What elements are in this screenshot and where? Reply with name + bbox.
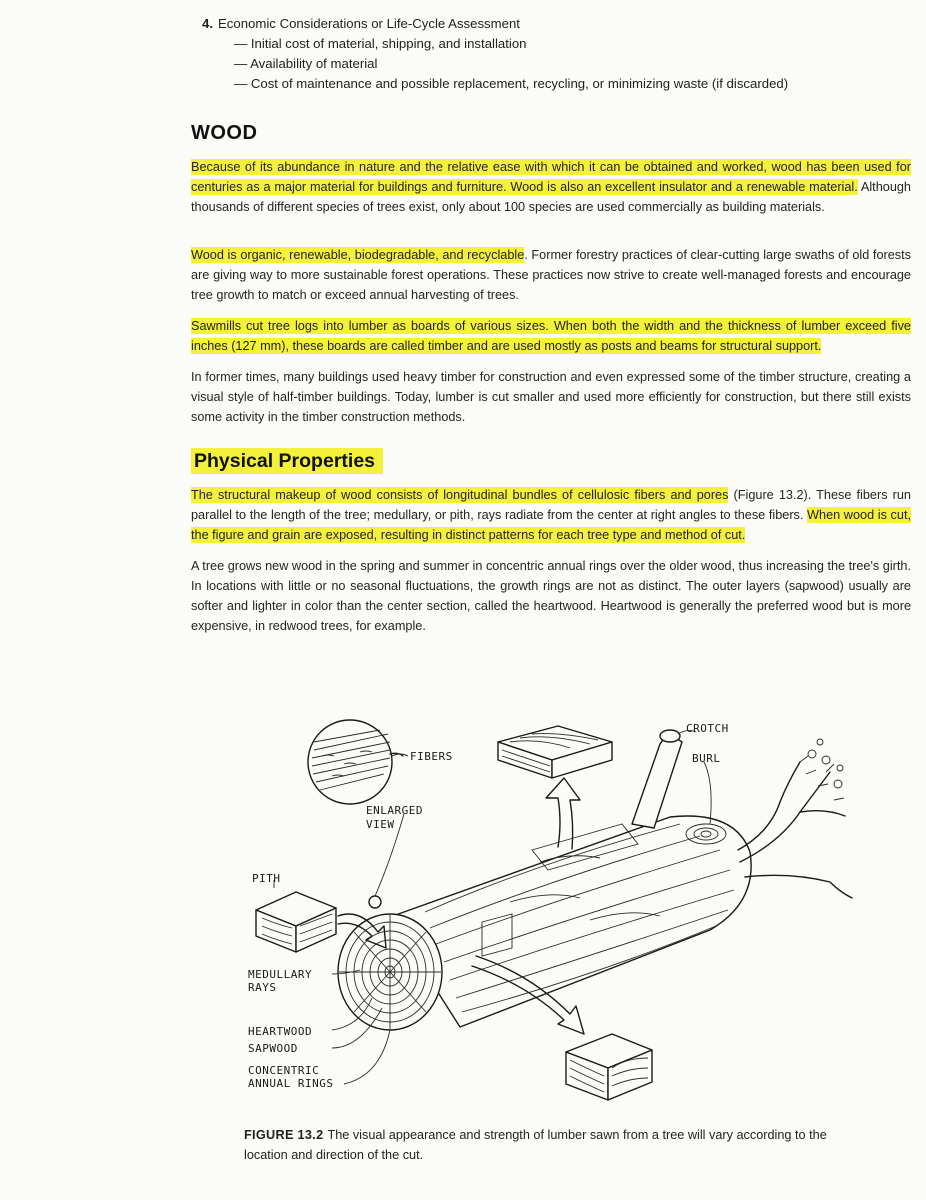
- label-sapwood: SAPWOOD: [248, 1042, 298, 1055]
- highlighted-text: Wood is organic, renewable, biodegradable, and recyclable: [191, 248, 525, 262]
- list-item: — Initial cost of material, shipping, and installation: [234, 34, 842, 54]
- highlighted-text: When wood is cut, the figure and grain are exposed, resulting in distinct patterns for each tree type and method of cut.: [191, 508, 911, 542]
- paragraph-text: Although thousands of different species of trees exist, only about 100 species are used commercially as building materials.: [191, 180, 911, 214]
- label-view: VIEW: [366, 818, 395, 831]
- label-concentric: CONCENTRIC: [248, 1064, 320, 1077]
- physical-paragraph-2: A tree grows new wood in the spring and summer in concentric annual rings over the older wood, thus increasing the tree's girth. In locations with little or no seasonal fluctuations, the growth rings are not as distinct. The outer layers (sapwood) usually are softer and lighter in color than the center section, called the heartwood. Heartwood is generally the preferred wood but is more expensive, in redwood trees, for example.: [191, 559, 911, 633]
- top-board-sample: [498, 726, 612, 778]
- figure-caption-label: FIGURE 13.2: [244, 1128, 324, 1142]
- list-number: 4.: [202, 16, 213, 31]
- list-item: — Cost of maintenance and possible replacement, recycling, or minimizing waste (if discarded): [234, 74, 842, 94]
- highlighted-text: Because of its abundance in nature and the relative ease with which it can be obtained and worked, wood has been used for centuries as a major material for buildings and furniture. Wood is also an excellent insulator and a renewable material.: [191, 160, 911, 194]
- label-annual-rings: ANNUAL RINGS: [248, 1077, 334, 1090]
- label-burl: BURL: [692, 752, 721, 765]
- left-board-sample: [256, 892, 336, 952]
- wood-heading: WOOD: [191, 122, 258, 144]
- label-rays: RAYS: [248, 981, 277, 994]
- considerations-list: [202, 14, 842, 94]
- log-body: [390, 730, 751, 1027]
- label-heartwood: HEARTWOOD: [248, 1025, 313, 1038]
- label-fibers: FIBERS: [410, 750, 453, 763]
- paragraph-text: (Figure 13.2). These fibers run parallel to the length of the tree; medullary, or pith, rays radiate from the center at right angles to these fibers.: [191, 488, 911, 522]
- label-crotch: CROTCH: [686, 722, 729, 735]
- wood-paragraph-1: [191, 157, 911, 217]
- enlarged-fiber-view: [308, 720, 403, 804]
- label-enlarged: ENLARGED: [366, 804, 423, 817]
- highlighted-text: The structural makeup of wood consists of longitudinal bundles of cellulosic fibers and pores: [191, 488, 729, 502]
- physical-paragraph-1: [191, 485, 911, 545]
- highlighted-text: Sawmills cut tree logs into lumber as boards of various sizes. When both the width and the thickness of lumber exceed five inches (127 mm), these boards are called timber and are used mostly as posts and beams for structural support.: [191, 319, 911, 353]
- label-medullary: MEDULLARY: [248, 968, 313, 981]
- highlighted-heading: Physical Properties: [191, 448, 383, 474]
- figure-caption-text: The visual appearance and strength of lumber sawn from a tree will vary according to the location and direction of the cut.: [244, 1128, 827, 1162]
- tree-branches: [738, 739, 852, 898]
- bottom-board-sample: [566, 1034, 652, 1100]
- list-title-text: Economic Considerations or Life-Cycle Assessment: [218, 16, 520, 31]
- list-title: [202, 14, 842, 34]
- wood-paragraph-4: In former times, many buildings used heavy timber for construction and even expressed some of the timber structure, creating a visual style of half-timber buildings. Today, lumber is cut smaller and used more efficiently for construction, but there still exists some activity in the timber construction methods.: [191, 370, 911, 424]
- wood-paragraph-3: [191, 316, 911, 356]
- paragraph-text: . Former forestry practices of clear-cutting large swaths of old forests are giving way to more sustainable forest operations. These practices now strive to create well-managed forests and encourage tree growth to match or exceed annual harvesting of trees.: [191, 248, 911, 302]
- list-item: — Availability of material: [234, 54, 842, 74]
- wood-paragraph-2: [191, 245, 911, 305]
- figure-caption: [244, 1125, 864, 1165]
- physical-properties-heading: [191, 450, 383, 473]
- label-pith: PITH: [252, 872, 281, 885]
- log-drawing: [240, 712, 860, 1122]
- log-illustration: [240, 712, 860, 1122]
